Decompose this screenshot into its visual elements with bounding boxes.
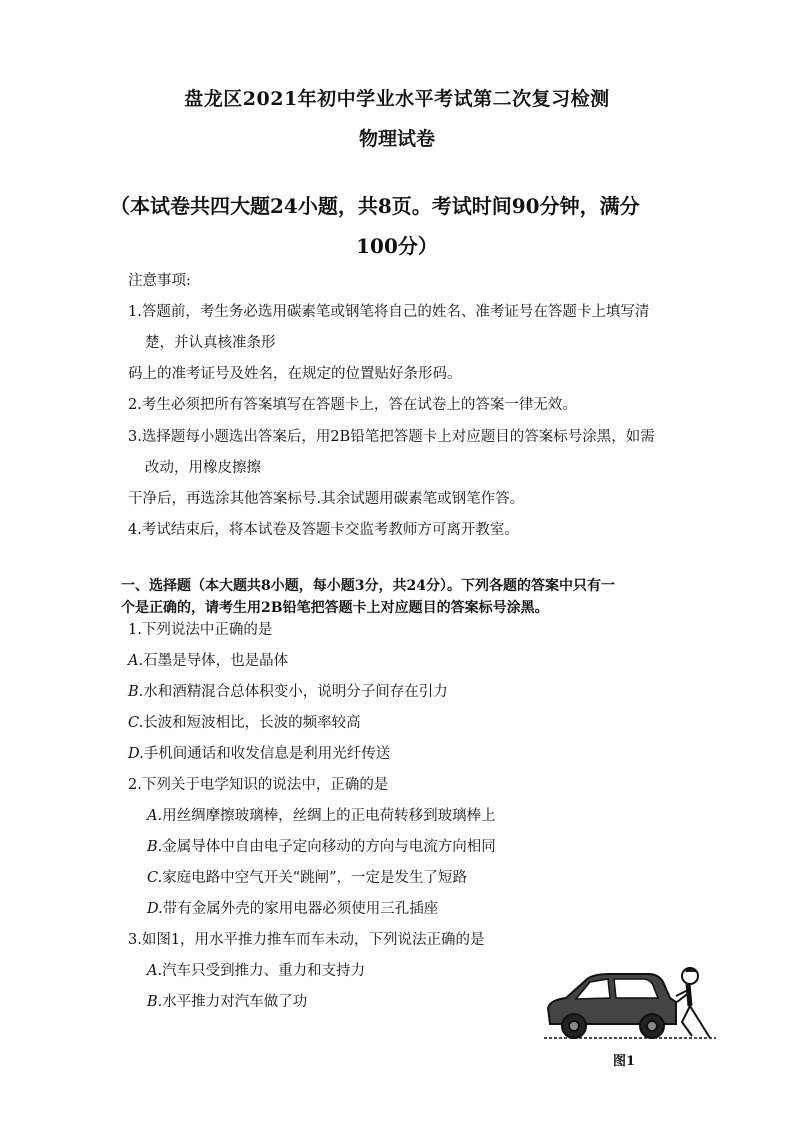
car-illustration [548,974,676,1038]
q2-option-b [147,837,496,857]
option-text: 石墨是导体，也是晶体 [143,653,289,669]
notes-line: 楚，并认真核准条形 [145,335,276,351]
exam-info-line-1: （本试卷共四大题24小题，共8页。考试时间90分钟，满分 [110,194,640,218]
q2-option-c [147,868,467,888]
notes-line: 2.考生必须把所有答案填写在答题卡上，答在试卷上的答案一律无效。 [128,397,577,413]
option-letter: A. [128,653,144,669]
exam-info-line-2: 100分） [356,234,438,258]
option-letter: D. [147,901,163,917]
option-text: 手机间通话和收发信息是利用光纤传送 [143,746,391,762]
person-illustration [676,968,710,1038]
car-push-figure [540,962,720,1046]
notes-line: 3.选择题每小题选出答案后，用2B铅笔把答题卡上对应题目的答案标号涂黑，如需 [128,429,655,445]
option-letter: B. [128,684,144,700]
section-heading-line-2: 个是正确的，请考生用2B铅笔把答题卡上对应题目的答案标号涂黑。 [121,600,549,616]
q1-option-c [128,713,361,733]
option-letter: A. [147,963,163,979]
q1-option-b [128,682,448,702]
option-letter: B. [147,839,163,855]
option-letter: B. [147,994,163,1010]
option-text: 带有金属外壳的家用电器必须使用三孔插座 [162,901,439,917]
notes-line: 干净后，再选涂其他答案标号.其余试题用碳素笔或钢笔作答。 [128,491,525,507]
option-letter: A. [147,808,163,824]
q1-option-a [128,651,288,671]
option-text: 用丝绸摩擦玻璃棒，丝绸上的正电荷转移到玻璃棒上 [162,808,496,824]
option-letter: C. [128,715,144,731]
option-text: 长波和短波相比，长波的频率较高 [143,715,361,731]
section-heading-line-1: 一、选择题（本大题共8小题，每小题3分，共24分）。下列各题的答案中只有一 [121,578,615,594]
option-text: 水平推力对汽车做了功 [162,994,308,1010]
question-1-stem: 1.下列说法中正确的是 [128,622,273,638]
notes-line: 码上的准考证号及姓名，在规定的位置贴好条形码。 [128,366,462,382]
exam-subtitle: 物理试卷 [358,128,435,150]
option-text: 水和酒精混合总体积变小，说明分子间存在引力 [143,684,448,700]
notes-line: 1.答题前，考生务必选用碳素笔或钢笔将自己的姓名、准考证号在答题卡上填写清 [128,304,650,320]
option-text: 金属导体中自由电子定向移动的方向与电流方向相同 [162,839,496,855]
option-text: 汽车只受到推力、重力和支持力 [162,963,366,979]
q3-option-b [147,992,307,1012]
exam-title: 盘龙区2021年初中学业水平考试第二次复习检测 [184,88,610,110]
notes-heading: 注意事项: [128,273,191,289]
question-3-stem: 3.如图1，用水平推力推车而车未动，下列说法正确的是 [128,932,485,948]
option-letter: D. [128,746,144,762]
q1-option-d [128,744,390,764]
figure-caption: 图1 [613,1054,636,1069]
option-text: 家庭电路中空气开关“跳闸”，一定是发生了短路 [162,870,468,886]
q2-option-d [147,899,438,919]
notes-line: 改动，用橡皮擦擦 [145,460,261,476]
notes-line: 4.考试结束后，将本试卷及答题卡交监考教师方可离开教室。 [128,522,519,538]
q3-option-a [147,961,365,981]
q2-option-a [147,806,496,826]
option-letter: C. [147,870,163,886]
question-2-stem: 2.下列关于电学知识的说法中，正确的是 [128,777,389,793]
